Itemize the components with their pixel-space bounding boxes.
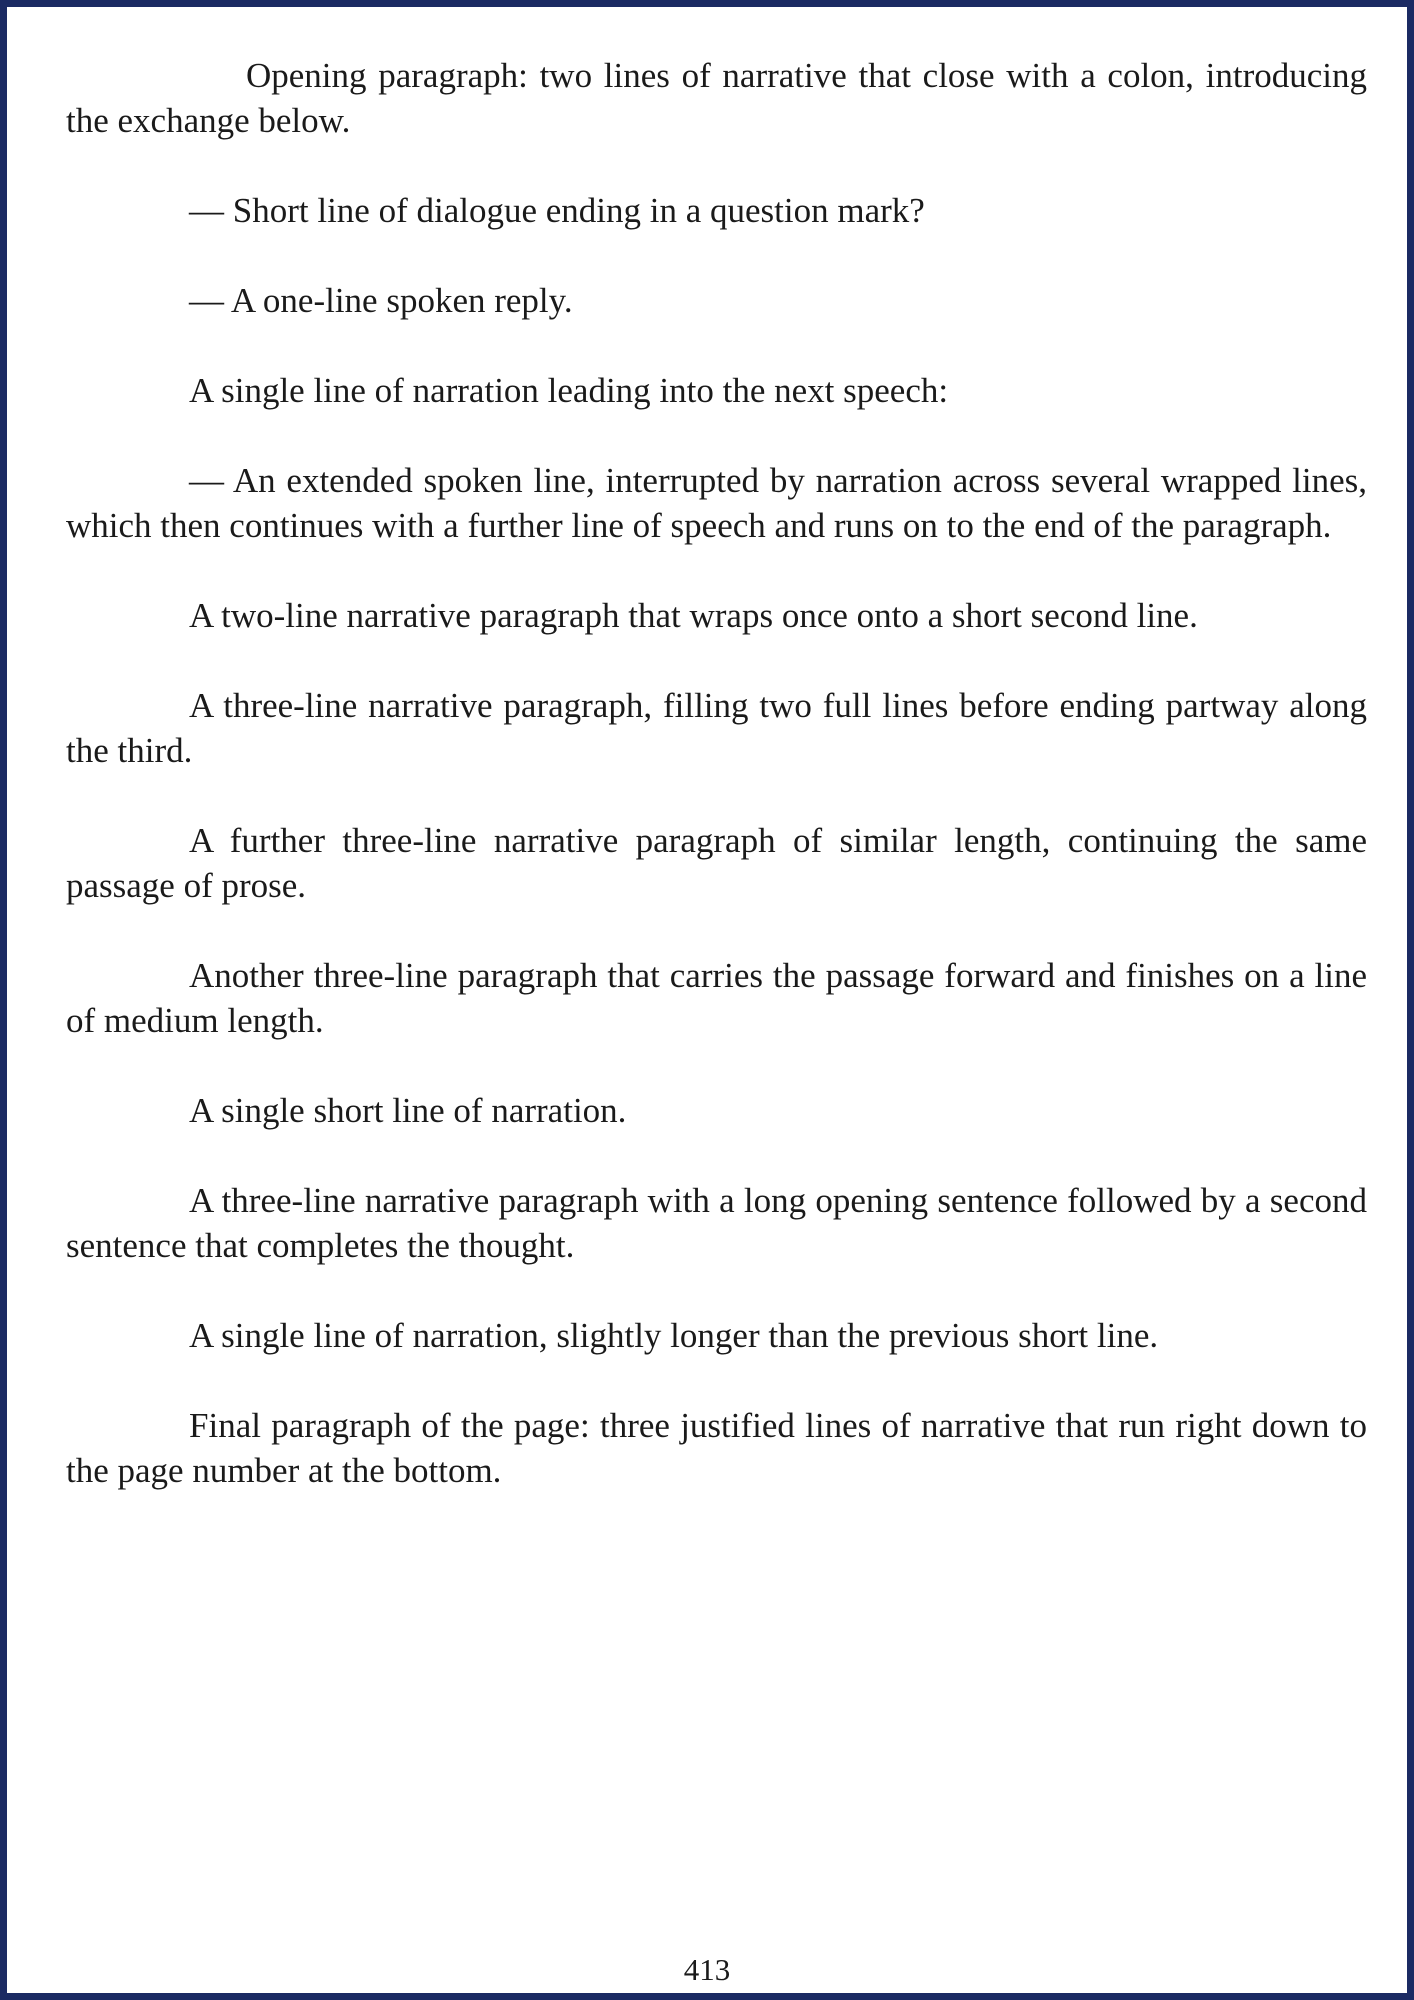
paragraph-8: A further three-line narrative paragraph of similar length, continuing the same passage of prose. [66,821,1367,905]
paragraph-5: — An extended spoken line, interrupted by narration across several wrapped lines, which then continues with a further line of speech and runs on to the end of the paragraph. [66,461,1367,545]
paragraph-2: — Short line of dialogue ending in a question mark? [189,191,925,230]
paragraph-7: A three-line narrative paragraph, filling two full lines before ending partway along the third. [66,686,1367,770]
paragraph-12: A single line of narration, slightly longer than the previous short line. [189,1316,1159,1355]
paragraph-11: A three-line narrative paragraph with a long opening sentence followed by a second sentence that completes the thought. [66,1181,1367,1265]
page-number: 413 [683,1952,731,1987]
paragraph-4: A single line of narration leading into the next speech: [189,371,949,410]
paragraph-3: — A one-line spoken reply. [189,281,573,320]
page-body [66,53,1367,1493]
paragraph-1: Opening paragraph: two lines of narrative that close with a colon, introducing the exchange below. [66,56,1367,140]
paragraph-9: Another three-line paragraph that carries the passage forward and finishes on a line of medium length. [66,956,1367,1040]
paragraph-13: Final paragraph of the page: three justified lines of narrative that run right down to the page number at the bottom. [66,1406,1367,1490]
paragraph-10: A single short line of narration. [189,1091,627,1130]
paragraph-6: A two-line narrative paragraph that wraps once onto a short second line. [189,596,1198,635]
